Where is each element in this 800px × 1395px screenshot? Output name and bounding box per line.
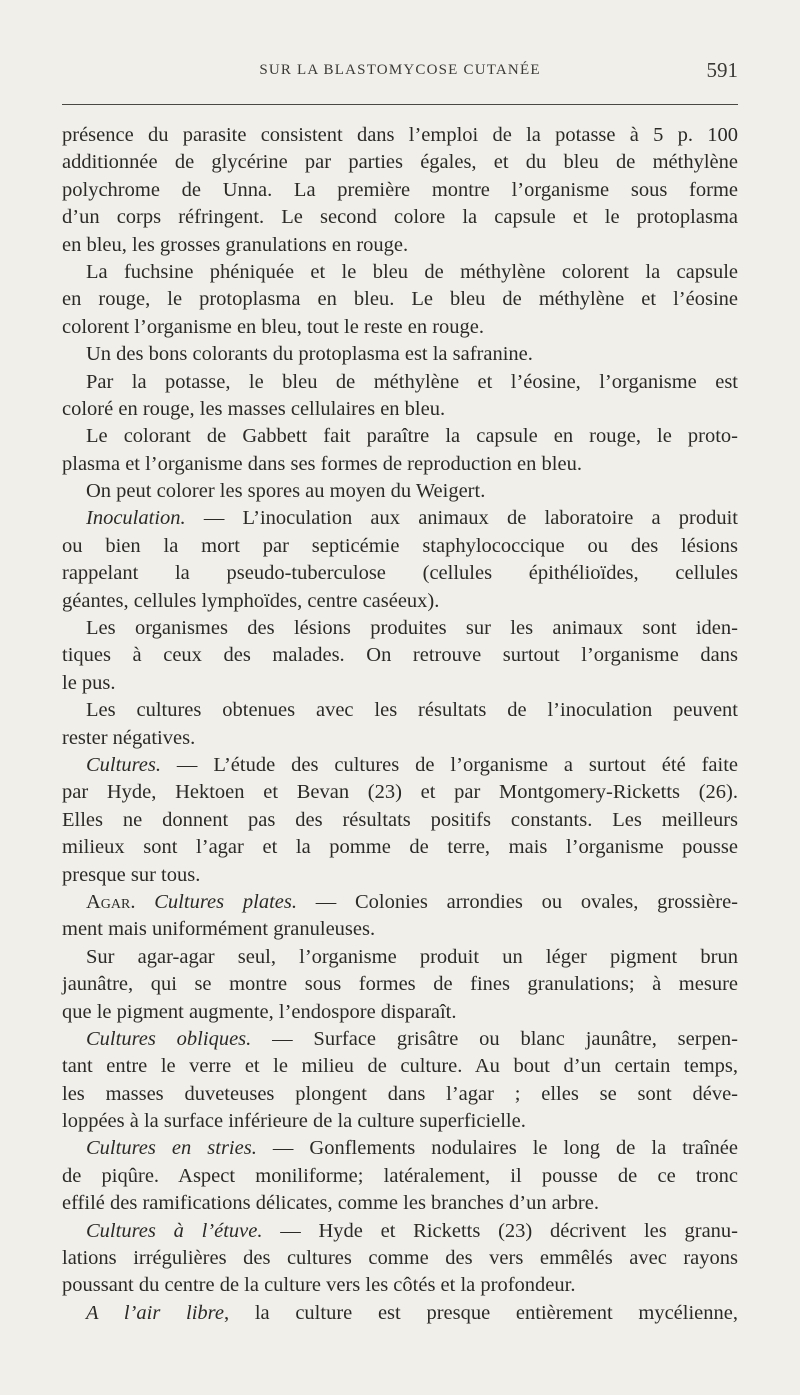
line-text: Par la potasse, le bleu de méthylène et l’éosine, l’organisme est bbox=[86, 370, 738, 393]
text-line bbox=[62, 259, 738, 286]
text-line bbox=[62, 451, 738, 478]
text-line bbox=[62, 725, 738, 752]
text-line bbox=[62, 807, 738, 834]
line-text: — Gonflements nodulaires le long de la traînée bbox=[256, 1137, 738, 1160]
text-line bbox=[62, 423, 738, 450]
text-line bbox=[62, 396, 738, 423]
line-text: que le pigment augmente, l’endospore disparaît. bbox=[62, 1000, 457, 1023]
text-line bbox=[62, 642, 738, 669]
line-text: plasma et l’organisme dans ses formes de reproduction en bleu. bbox=[62, 452, 582, 475]
text-line bbox=[62, 149, 738, 176]
line-text: Les cultures obtenues avec les résultats de l’inoculation peuvent bbox=[86, 699, 738, 722]
text-line bbox=[62, 533, 738, 560]
text-line bbox=[62, 560, 738, 587]
line-text: coloré en rouge, les masses cellulaires en bleu. bbox=[62, 397, 446, 420]
line-text: par Hyde, Hektoen et Bevan (23) et par Montgomery-Ricketts (26). bbox=[62, 781, 738, 804]
line-text: en bleu, les grosses granulations en rouge. bbox=[62, 233, 409, 256]
line-text: , la culture est presque entièrement mycélienne, bbox=[223, 1301, 738, 1324]
line-text: — Hyde et Ricketts (23) décrivent les granu- bbox=[262, 1219, 738, 1242]
line-text: polychrome de Unna. La première montre l’organisme sous forme bbox=[62, 178, 738, 201]
italic-heading: Cultures obliques. bbox=[86, 1027, 252, 1050]
text-line bbox=[62, 588, 738, 615]
italic-heading: A l’air libre bbox=[86, 1301, 224, 1324]
text-line bbox=[62, 944, 738, 971]
line-text: effilé des ramifications délicates, comme les branches d’un arbre. bbox=[62, 1192, 599, 1215]
text-line bbox=[62, 1218, 738, 1245]
text-line bbox=[62, 314, 738, 341]
text-line bbox=[62, 1190, 738, 1217]
line-text: Sur agar-agar seul, l’organisme produit un léger pigment brun bbox=[86, 945, 738, 968]
text-line bbox=[62, 286, 738, 313]
line-text: ou bien la mort par septicémie staphylococcique ou des lésions bbox=[62, 534, 738, 557]
line-text: poussant du centre de la culture vers les côtés et la profondeur. bbox=[62, 1274, 576, 1297]
text-line bbox=[62, 615, 738, 642]
text-line bbox=[62, 204, 738, 231]
line-text: lations irrégulières des cultures comme des vers emmêlés avec rayons bbox=[62, 1247, 738, 1270]
body-text bbox=[62, 122, 738, 1327]
text-line bbox=[62, 1300, 738, 1327]
line-text: jaunâtre, qui se montre sous formes de fines granulations; à mesure bbox=[62, 973, 738, 996]
text-line bbox=[62, 505, 738, 532]
text-line bbox=[62, 971, 738, 998]
line-text: — Colonies arrondies ou ovales, grossière- bbox=[296, 890, 738, 913]
text-line bbox=[62, 1026, 738, 1053]
italic-heading: Cultures en stries. bbox=[86, 1137, 257, 1160]
line-text: La fuchsine phéniquée et le bleu de méthylène colorent la capsule bbox=[86, 260, 738, 283]
line-text: milieux sont l’agar et la pomme de terre, mais l’organisme pousse bbox=[62, 836, 738, 859]
text-line bbox=[62, 1163, 738, 1190]
line-text: tiques à ceux des malades. On retrouve surtout l’organisme dans bbox=[62, 644, 738, 667]
text-line bbox=[62, 1135, 738, 1162]
line-text: — L’inoculation aux animaux de laboratoire a produit bbox=[185, 507, 738, 530]
italic-heading: Cultures plates. bbox=[135, 890, 297, 913]
text-line bbox=[62, 122, 738, 149]
line-text: colorent l’organisme en bleu, tout le reste en rouge. bbox=[62, 315, 485, 338]
text-line bbox=[62, 1245, 738, 1272]
text-line bbox=[62, 1108, 738, 1135]
text-line bbox=[62, 1081, 738, 1108]
line-text: d’un corps réfringent. Le second colore la capsule et le protoplasma bbox=[62, 206, 738, 229]
line-text: additionnée de glycérine par parties égales, et du bleu de méthylène bbox=[62, 151, 738, 174]
text-line bbox=[62, 697, 738, 724]
text-line bbox=[62, 232, 738, 259]
text-line bbox=[62, 916, 738, 943]
line-text: le pus. bbox=[62, 671, 116, 694]
running-title: SUR LA BLASTOMYCOSE CUTANÉE bbox=[259, 62, 541, 78]
line-text: Elles ne donnent pas des résultats positifs constants. Les meilleurs bbox=[62, 808, 738, 831]
text-line bbox=[62, 779, 738, 806]
text-line bbox=[62, 999, 738, 1026]
text-line bbox=[62, 752, 738, 779]
text-line bbox=[62, 369, 738, 396]
text-line bbox=[62, 862, 738, 889]
header-rule bbox=[62, 104, 738, 105]
text-line bbox=[62, 834, 738, 861]
line-text: en rouge, le protoplasma en bleu. Le bleu de méthylène et l’éosine bbox=[62, 288, 738, 311]
page-header bbox=[62, 58, 738, 92]
line-text: géantes, cellules lymphoïdes, centre caséeux). bbox=[62, 589, 440, 612]
line-text: — Surface grisâtre ou blanc jaunâtre, serpen- bbox=[251, 1027, 738, 1050]
italic-heading: Cultures. bbox=[86, 753, 161, 776]
text-line bbox=[62, 889, 738, 916]
text-line bbox=[62, 478, 738, 505]
line-text: présence du parasite consistent dans l’emploi de la potasse à 5 p. 100 bbox=[62, 124, 738, 146]
line-text: rester négatives. bbox=[62, 726, 196, 749]
line-text: loppées à la surface inférieure de la culture superficielle. bbox=[62, 1110, 526, 1133]
line-text: les masses duveteuses plongent dans l’agar ; elles se sont déve- bbox=[62, 1082, 738, 1105]
line-text: tant entre le verre et le milieu de culture. Au bout d’un certain temps, bbox=[62, 1055, 738, 1078]
line-text: Le colorant de Gabbett fait paraître la capsule en rouge, le proto- bbox=[86, 425, 738, 448]
page-number: 591 bbox=[706, 58, 738, 82]
text-line bbox=[62, 341, 738, 368]
text-line bbox=[62, 1053, 738, 1080]
line-text: ment mais uniformément granuleuses. bbox=[62, 918, 376, 941]
line-text: de piqûre. Aspect moniliforme; latéralement, il pousse de ce tronc bbox=[62, 1164, 738, 1187]
line-text: Les organismes des lésions produites sur les animaux sont iden- bbox=[86, 617, 738, 640]
text-line bbox=[62, 1272, 738, 1299]
text-line bbox=[62, 177, 738, 204]
small-caps-heading: Agar. bbox=[86, 890, 136, 913]
text-line bbox=[62, 670, 738, 697]
line-text: presque sur tous. bbox=[62, 863, 201, 886]
line-text: Un des bons colorants du protoplasma est la safranine. bbox=[86, 343, 533, 366]
line-text: rappelant la pseudo-tuberculose (cellules épithélioïdes, cellules bbox=[62, 562, 738, 585]
line-text: — L’étude des cultures de l’organisme a surtout été faite bbox=[160, 753, 738, 776]
italic-heading: Cultures à l’étuve. bbox=[86, 1219, 263, 1242]
line-text: On peut colorer les spores au moyen du Weigert. bbox=[86, 480, 486, 503]
italic-heading: Inoculation. bbox=[86, 507, 186, 530]
